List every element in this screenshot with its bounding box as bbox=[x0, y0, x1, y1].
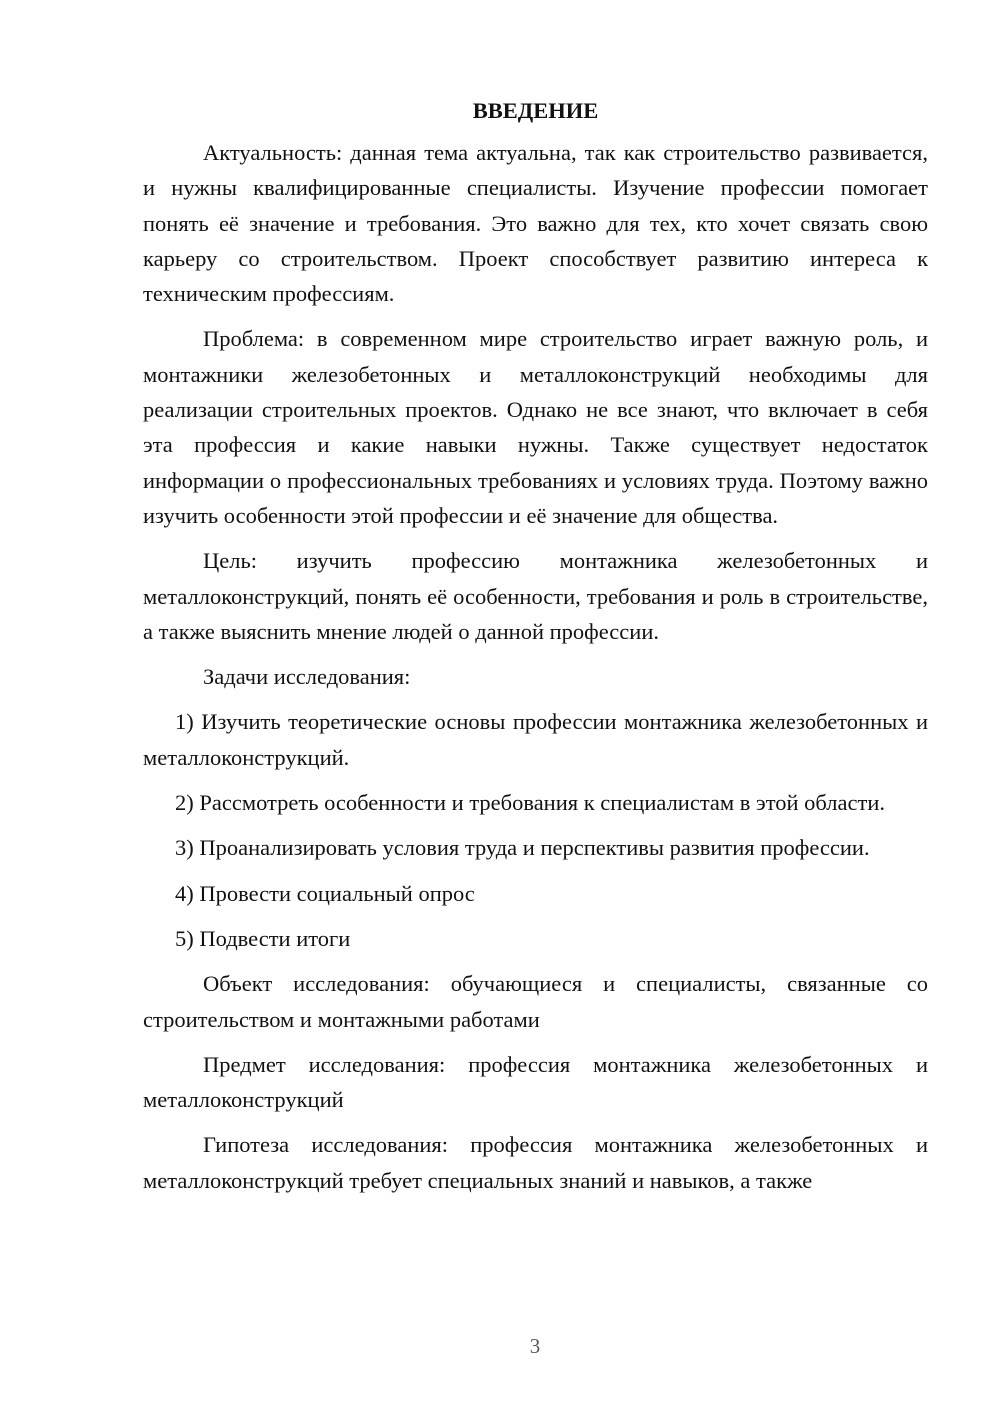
task-item-2: 2) Рассмотреть особенности и требования к специалистам в этой области. bbox=[175, 790, 885, 816]
task-item-5: 5) Подвести итоги bbox=[175, 925, 351, 951]
paragraph-goal: Цель: изучить профессию монтажника железобетонных и металлоконструкций, понять её особенности, требования и роль в строительстве, а также выяснить мнение людей о данной профессии. bbox=[143, 548, 928, 644]
paragraph-tasks-title: Задачи исследования: bbox=[203, 664, 411, 690]
page-number: 3 bbox=[529, 1334, 541, 1358]
task-item-4: 4) Провести социальный опрос bbox=[175, 880, 475, 906]
paragraph-problem: Проблема: в современном мире строительство играет важную роль, и монтажники железобетонных и металлоконструкций необходимы для реализации строительных проектов. Однако не все знают, что включает в себя эта профессия и какие навыки нужны. Также существует недостаток информации о профессиональных требованиях и условиях труда. Поэтому важно изучить особенности этой профессии и её значение для общества. bbox=[143, 326, 928, 528]
task-item-3: 3) Проанализировать условия труда и перспективы развития профессии. bbox=[175, 835, 870, 861]
task-item-1: 1) Изучить теоретические основы профессии монтажника железобетонных и металлоконструкций. bbox=[143, 709, 928, 770]
paragraph-subject: Предмет исследования: профессия монтажника железобетонных и металлоконструкций bbox=[143, 1051, 928, 1113]
paragraph-relevance: Актуальность: данная тема актуальна, так как строительство развивается, и нужны квалифицированные специалисты. Изучение профессии помогает понять её значение и требования. Это важно для тех, кто хочет связать свою карьеру со строительством. Проект способствует развитию интереса к техническим профессиям. bbox=[143, 140, 928, 307]
page-content bbox=[143, 93, 928, 1198]
section-heading: ВВЕДЕНИЕ bbox=[472, 98, 599, 123]
paragraph-hypothesis: Гипотеза исследования: профессия монтажника железобетонных и металлоконструкций требует специальных знаний и навыков, а также bbox=[143, 1132, 928, 1193]
paragraph-object: Объект исследования: обучающиеся и специалисты, связанные со строительством и монтажными работами bbox=[143, 971, 928, 1032]
